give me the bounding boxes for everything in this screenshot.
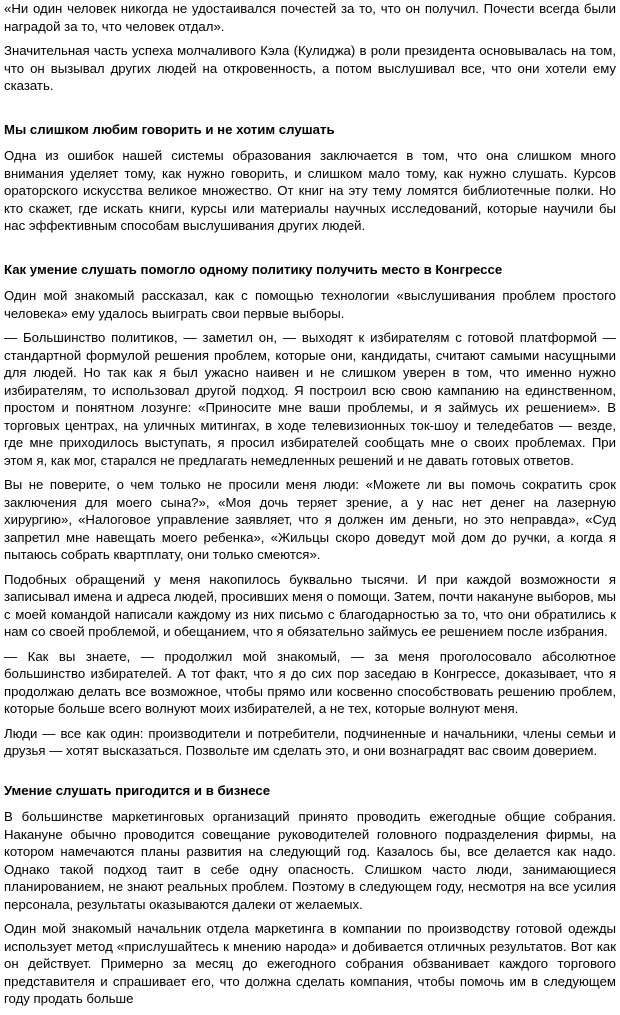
section-spacer [4, 242, 616, 261]
heading-business: Умение слушать пригодится и в бизнесе [4, 782, 271, 798]
paragraph-quote-honors: «Ни один человек никогда не удостаивался почестей за то, что он получил. Почести всегда были наградой за то, что человек отдал». [4, 1, 616, 34]
paragraph-marketing: В большинстве маркетинговых организаций принято проводить ежегодные общие собрания. Накануне обычно проводится совещание руководителей головного подразделения фирмы, на котором намечаются планы развития на следующий год. Казалось бы, все делается как надо. Однако такой подход таит в себе одну опасность. Слишком часто люди, занимающиеся планированием, не знают реальных проблем. Поэтому в следующем году, несмотря на все усилия персонала, результаты оказываются далеки от желаемых. [4, 809, 616, 912]
paragraph-apparel: Один мой знакомый начальник отдела маркетинга в компании по производству готовой одежды использует метод «прислушайтесь к мнению народа» и добивается отличных результатов. Вот как он действует. Примерно за месяц до ежегодного собрания обзванивает каждого торгового представителя и спрашивает его, что должна сделать компания, чтобы помочь им в следующем году продать больше [4, 921, 616, 1006]
paragraph-acquaintance: Один мой знакомый рассказал, как с помощью технологии «выслушивания проблем простого человека» ему удалось выиграть свои первые выборы. [4, 288, 616, 321]
paragraph-majority: — Как вы знаете, — продолжил мой знакомый, — за меня проголосовало абсолютное большинство избирателей. А тот факт, что я до сих пор заседаю в Конгрессе, доказывает, что я продолжаю делать все возможное, чтобы прямо или косвенно способствовать решению проблем, которые больше всего волнуют моих избирателей, а не тех, которые волнуют меня. [4, 648, 616, 716]
paragraph-politicians: — Большинство политиков, — заметил он, — выходят к избирателям с готовой платформой — стандартной формулой решения проблем, которые они, кандидаты, считают самыми насущными для людей. Но так как я был ужасно наивен и не слишком уверен в том, что именно нужно избирателям, то использовал другой подход. Я построил всю свою кампанию на единственном, простом и понятном лозунге: «Приносите мне ваши проблемы, и я займусь их решением». В торговых центрах, на уличных митингах, в ходе телевизионных ток-шоу и теледебатов — везде, где мне приходилось выступать, я просил избирателей сообщать мне о своих проблемах. При этом я, как мог, старался не предлагать немедленных решений и не давать готовых ответов. [4, 330, 616, 468]
section-spacer [4, 102, 616, 121]
document-page [4, 0, 616, 1015]
paragraph-coolidge: Значительная часть успеха молчаливого Кэла (Кулиджа) в роли президента основывалась на том, что он вызывал других людей на откровенность, а потом выслушивал все, что они хотели ему сказать. [4, 43, 616, 93]
heading-congress: Как умение слушать помогло одному политику получить место в Конгрессе [4, 261, 503, 277]
section-spacer [4, 767, 616, 782]
paragraph-education: Одна из ошибок нашей системы образования заключается в том, что она слишком много внимания уделяет тому, как нужно говорить, и слишком мало тому, как нужно слушать. Курсов ораторского искусства великое множество. От книг на эту тему ломятся библиотечные полки. Но кто скажет, где искать книги, курсы или материалы научных исследований, которые научили бы нас эффективным способам выслушивания других людей. [4, 148, 616, 233]
paragraph-thousands: Подобных обращений у меня накопилось буквально тысячи. И при каждой возможности я записывал имена и адреса людей, просивших меня о помощи. Затем, почти накануне выборов, мы с моей командой написали каждому из них письмо с благодарностью за то, что они обратились к нам со своей проблемой, и обещанием, что я обязательно займусь ее решением после избрания. [4, 571, 616, 639]
heading-love-talking: Мы слишком любим говорить и не хотим слушать [4, 121, 335, 137]
paragraph-people: Люди — все как один: производители и потребители, подчиненные и начальники, члены семьи и друзья — хотят высказаться. Позвольте им сделать это, и они вознаградят вас своим доверием. [4, 725, 616, 758]
paragraph-requests: Вы не поверите, о чем только не просили меня люди: «Можете ли вы помочь сократить срок заключения для моего сына?», «Моя дочь теряет зрение, а у нас нет денег на лазерную хирургию», «Налоговое управление заявляет, что я должен им деньги, но это неправда», «Суд запретил мне навещать моего ребенка», «Жильцы скоро доведут мой дом до ручки, а когда я пытаюсь собрать квартплату, они только смеются». [4, 477, 616, 562]
